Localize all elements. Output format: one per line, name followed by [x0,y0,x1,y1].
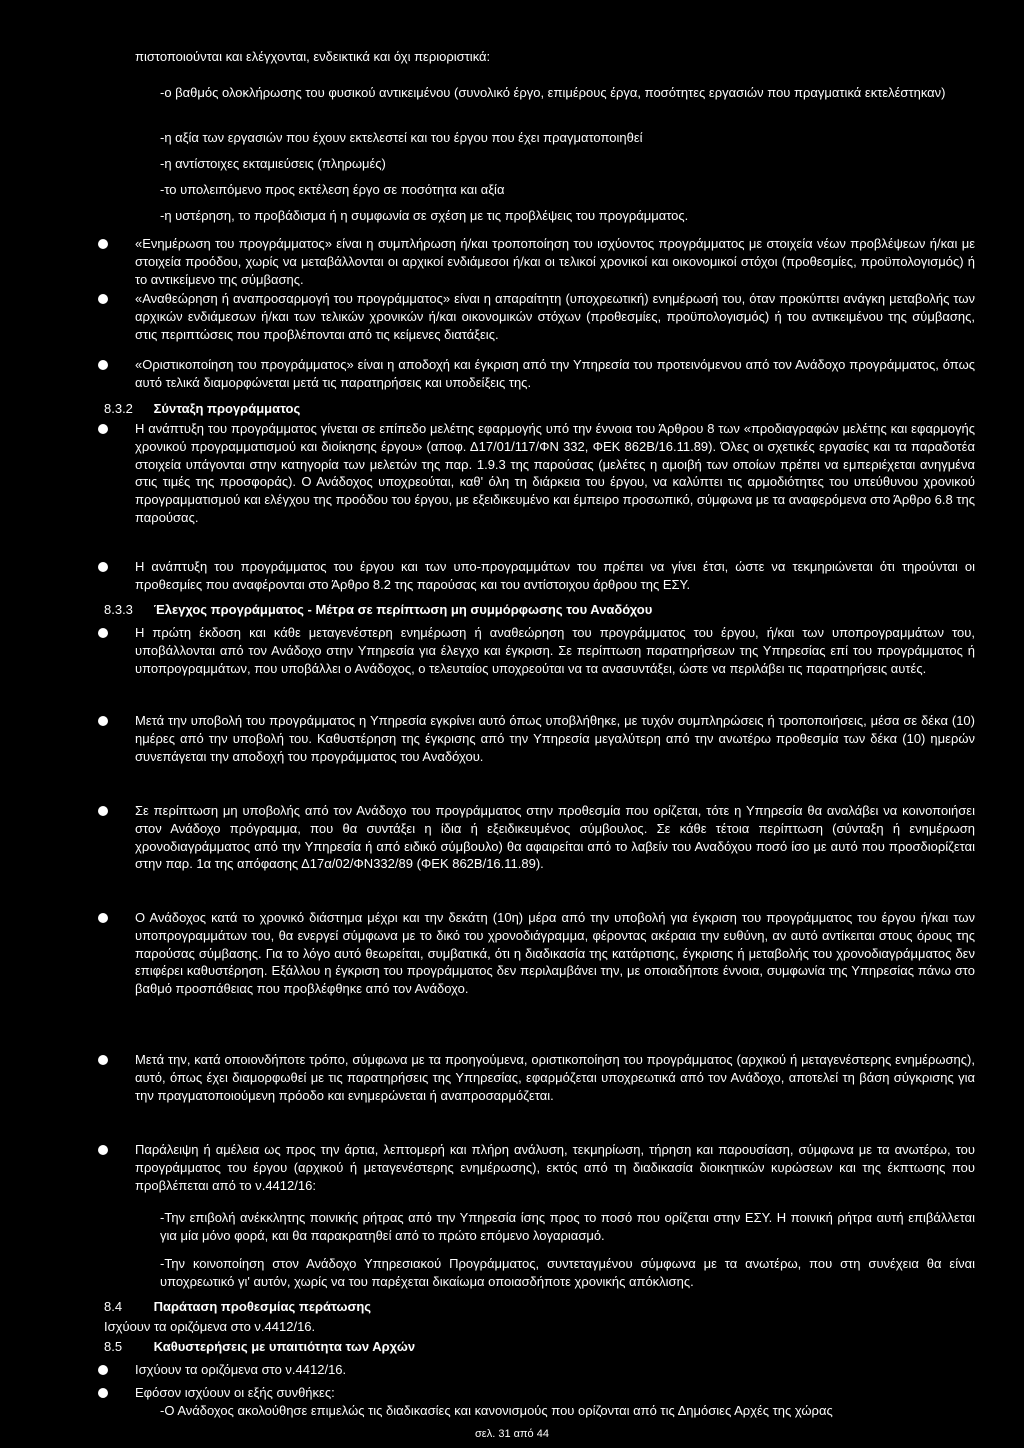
section-number: 8.4 [104,1299,123,1314]
bullet-item [135,624,975,677]
bullet-item [135,558,975,594]
bullet-icon [98,913,108,923]
section-number: 8.3.2 [104,401,133,416]
section-heading-8-4 [104,1298,974,1316]
sub-item: -η αντίστοιχες εκταμιεύσεις (πληρωμές) [160,156,386,171]
bullet-icon [98,239,108,249]
section-text: Ισχύουν τα οριζόμενα στο ν.4412/16. [104,1319,316,1334]
section-heading-8-3-3 [104,601,974,619]
bullet-icon [98,1055,108,1065]
bullet-text: Σε περίπτωση μη υποβολής από τον Ανάδοχο του προγράμματος στην προθεσμία που ορίζεται, τότε η Υπηρεσία θα αναλάβει να κοινοποιήσει στον Ανάδοχο πρόγραμμα, που θα συντάξει η ίδια ή εξειδικευμένος σύμβουλος. Σε κάθε τέτοια περίπτωση (σύνταξη ή ενημέρωση χρονοδιαγράμματος από την Υπηρεσία ή από ειδικό σύμβουλο) θα αφαιρείται από το λαβείν του Αναδόχου ποσό ίσο με αυτό που προσδιορίζεται στην παρ. 1α της απόφασης Δ17α/02/ΦΝ332/89 (ΦΕΚ 862Β/16.11.89). [135,803,975,872]
sub-item: -Την επιβολή ανέκκλητης ποινικής ρήτρας από την Υπηρεσία ίσης προς το ποσό που ορίζεται στην ΕΣΥ. Η ποινική ρήτρα αυτή επιβάλλεται για μία μόνο φορά, και θα παρακρατηθεί από το πρώτο επόμενο λογαριασμό. [160,1210,975,1243]
sub-item: -η υστέρηση, το προβάδισμα ή η συμφωνία σε σχέση με τις προβλέψεις του προγράμματος. [160,208,689,223]
section-title: Παράταση προθεσμίας περάτωσης [153,1299,372,1314]
bullet-text: Παράλειψη ή αμέλεια ως προς την άρτια, λεπτομερή και πλήρη ανάλυση, τεκμηρίωση, τήρηση και παρουσίαση, σύμφωνα με τα ανωτέρω, του προγράμματος του έργου (αρχικού ή μεταγενέστερης ενημέρωσης), εκτός από τη διαδικασία διοικητικών κυρώσεων και της έκπτωσης που προβλέπεται από το ν.4412/16: [135,1142,975,1193]
bullet-icon [98,294,108,304]
bullet-item [135,356,975,392]
section-title: Σύνταξη προγράμματος [153,401,301,416]
bullet-item [135,802,975,873]
bullet-item [135,290,975,343]
bullet-text: «Οριστικοποίηση του προγράμματος» είναι η αποδοχή και έγκριση από την Υπηρεσία του προτεινόμενου από τον Ανάδοχο προγράμματος, όπως αυτό τελικά διαμορφώνεται μετά τις παρατηρήσεις και υποδείξεις της. [135,357,975,390]
bullet-icon [98,424,108,434]
bullet-icon [98,716,108,726]
bullet-text: «Ενημέρωση του προγράμματος» είναι η συμπλήρωση ή/και τροποποίηση του ισχύοντος προγράμματος με στοιχεία νέων προβλέψεων ή/και με στοιχεία προόδου, χωρίς να μεταβάλλονται οι αρχικοί ενδιάμεσοι ή/και οι τελικοί χρονικοί και οικονομικοί στόχοι (προθεσμίες, προϋπολογισμός) ή το αντικείμενο της σύμβασης. [135,236,975,287]
sub-item: -Την κοινοποίηση στον Ανάδοχο Υπηρεσιακού Προγράμματος, συντεταγμένου σύμφωνα με τα ανωτέρω, που στη συνέχεια θα είναι υποχρεωτικό γι' αυτόν, χωρίς να του παρέχεται δικαίωμα οποιασδήποτε χρονικής απόκλισης. [160,1256,975,1289]
bullet-item [135,1361,975,1379]
bullet-icon [98,1145,108,1155]
intro-text: πιστοποιούνται και ελέγχονται, ενδεικτικά και όχι περιοριστικά: [135,49,491,64]
page-number-footer: σελ. 31 από 44 [475,1428,549,1440]
bullet-item [135,420,975,527]
bullet-text: Η ανάπτυξη του προγράμματος γίνεται σε επίπεδο μελέτης εφαρμογής υπό την έννοια του Άρθρου 8 των «προδιαγραφών μελέτης και εφαρμογής χρονικού προγραμματισμού και διοίκησης έργου» (αποφ. Δ17/01/117/ΦΝ 332, ΦΕΚ 862Β/16.11.89). Όλες οι σχετικές εργασίες και τα παραδοτέα στοιχεία υπάγονται στην κατηγορία των μελετών της παρ. 1.9.3 της παρούσας (μελέτες η αμοιβή των οποίων πρέπει να εμπεριέχεται ανηγμένα στις τιμές της προσφοράς). Ο Ανάδοχος υποχρεούται, καθ' όλη τη διάρκεια του έργου, να καλύπτει τις αρμοδιότητες του υπεύθυνου χρονικού προγραμματισμού και ελέγχου της προόδου του έργου, με εξειδικευμένο και έμπειρο προσωπικό, σύμφωνα με τα αναφερόμενα στο Άρθρο 6.8 της παρούσας. [135,421,975,525]
bullet-icon [98,806,108,816]
sub-item: -η αξία των εργασιών που έχουν εκτελεστεί και του έργου που έχει πραγματοποιηθεί [160,130,643,145]
bullet-text: Η πρώτη έκδοση και κάθε μεταγενέστερη ενημέρωση ή αναθεώρηση του προγράμματος του έργου, ή/και των υποπρογραμμάτων του, υποβάλλονται από τον Ανάδοχο στην Υπηρεσία για έλεγχο και έγκριση. Σε περίπτωση παρατηρήσεων της Υπηρεσίας επί του προγράμματος ή υποπρογραμμάτων, που υποβάλλει ο Ανάδοχος, ο τελευταίος υποχρεούται να τα ανασυντάξει, ώστε να περιλάβει τις παρατηρήσεις αυτές. [135,625,975,676]
bullet-item [135,712,975,765]
bullet-icon [98,360,108,370]
section-heading-8-5 [104,1338,974,1356]
bullet-item [135,235,975,288]
bullet-text: Ο Ανάδοχος κατά το χρονικό διάστημα μέχρι και την δεκάτη (10η) μέρα από την υποβολή για έγκριση του προγράμματος του έργου ή/και των υποπρογραμμάτων του, θα ενεργεί σύμφωνα με το δικό του χρονοδιάγραμμα, φέροντας ακέραια την ευθύνη, αν αυτό αντίκειται στους όρους της παρούσας σύμβασης. Για το λόγο αυτό θεωρείται, συμβατικά, ότι η διαδικασία της κατάρτισης, έγκρισης ή μεταβολής του χρονοδιαγράμματος δεν επιφέρει καθυστέρηση. Εξάλλου η έγκριση του προγράμματος δεν περιλαμβάνει την, με οποιαδήποτε έννοια, συμφωνία της Υπηρεσίας πάνω στο βαθμό προσπάθειας που προβλέφθηκε από τον Ανάδοχο. [135,910,975,997]
bullet-icon [98,1365,108,1375]
bullet-text: Εφόσον ισχύουν οι εξής συνθήκες: [135,1385,335,1400]
bullet-text: Η ανάπτυξη του προγράμματος του έργου και των υπο-προγραμμάτων του πρέπει να γίνει έτσι, ώστε να τεκμηριώνεται ότι τηρούνται οι προθεσμίες που αναφέρονται στο Άρθρο 8.2 της παρούσας και του αντίστοιχου άρθρου της ΕΣΥ. [135,559,975,592]
section-heading-8-3-2 [104,400,974,418]
bullet-item [135,1141,975,1194]
sub-item: -το υπολειπόμενο προς εκτέλεση έργο σε ποσότητα και αξία [160,182,505,197]
sub-item: -ο βαθμός ολοκλήρωσης του φυσικού αντικειμένου (συνολικό έργο, επιμέρους έργα, ποσότητες εργασιών που πραγματικά εκτελέστηκαν) [160,85,946,100]
bullet-item [135,909,975,998]
sub-item: -Ο Ανάδοχος ακολούθησε επιμελώς τις διαδικασίες και κανονισμούς που ορίζονται από τις Δημόσιες Αρχές της χώρας [160,1403,833,1418]
section-title: Έλεγχος προγράμματος - Μέτρα σε περίπτωση μη συμμόρφωσης του Αναδόχου [153,602,653,617]
section-number: 8.3.3 [104,602,133,617]
bullet-text: Μετά την υποβολή του προγράμματος η Υπηρεσία εγκρίνει αυτό όπως υποβλήθηκε, με τυχόν συμπληρώσεις ή τροποποιήσεις, μέσα σε δέκα (10) ημέρες από την υποβολή του. Καθυστέρηση της έγκρισης από την Υπηρεσία μεγαλύτερη από την ανωτέρω προθεσμία των δέκα (10) ημερών συνεπάγεται την αποδοχή του προγράμματος του Αναδόχου. [135,713,975,764]
bullet-text: «Αναθεώρηση ή αναπροσαρμογή του προγράμματος» είναι η απαραίτητη (υποχρεωτική) ενημέρωσή του, όταν προκύπτει ανάγκη μεταβολής των αρχικών ενδιάμεσων ή/και των τελικών χρονικών ή/και οικονομικών στόχων (προθεσμίες, προϋπολογισμός) ή του αντικειμένου της σύμβασης, στις περιπτώσεις που προβλέπονται από τις κείμενες διατάξεις. [135,291,975,342]
bullet-item [135,1384,975,1402]
bullet-icon [98,1388,108,1398]
section-number: 8.5 [104,1339,123,1354]
bullet-text: Ισχύουν τα οριζόμενα στο ν.4412/16. [135,1362,347,1377]
bullet-item [135,1051,975,1104]
section-title: Καθυστερήσεις με υπαιτιότητα των Αρχών [153,1339,416,1354]
bullet-icon [98,628,108,638]
bullet-text: Μετά την, κατά οποιονδήποτε τρόπο, σύμφωνα με τα προηγούμενα, οριστικοποίηση του προγράμματος (αρχικού ή μεταγενέστερης ενημέρωσης), αυτό, όπως έχει διαμορφωθεί με τις παρατηρήσεις της Υπηρεσίας, εφαρμόζεται υποχρεωτικά από τον Ανάδοχο, αποτελεί τη βάση σύγκρισης για την πραγματοποιούμενη πρόοδο και ενημερώνεται ή αναπροσαρμόζεται. [135,1052,975,1103]
bullet-icon [98,562,108,572]
